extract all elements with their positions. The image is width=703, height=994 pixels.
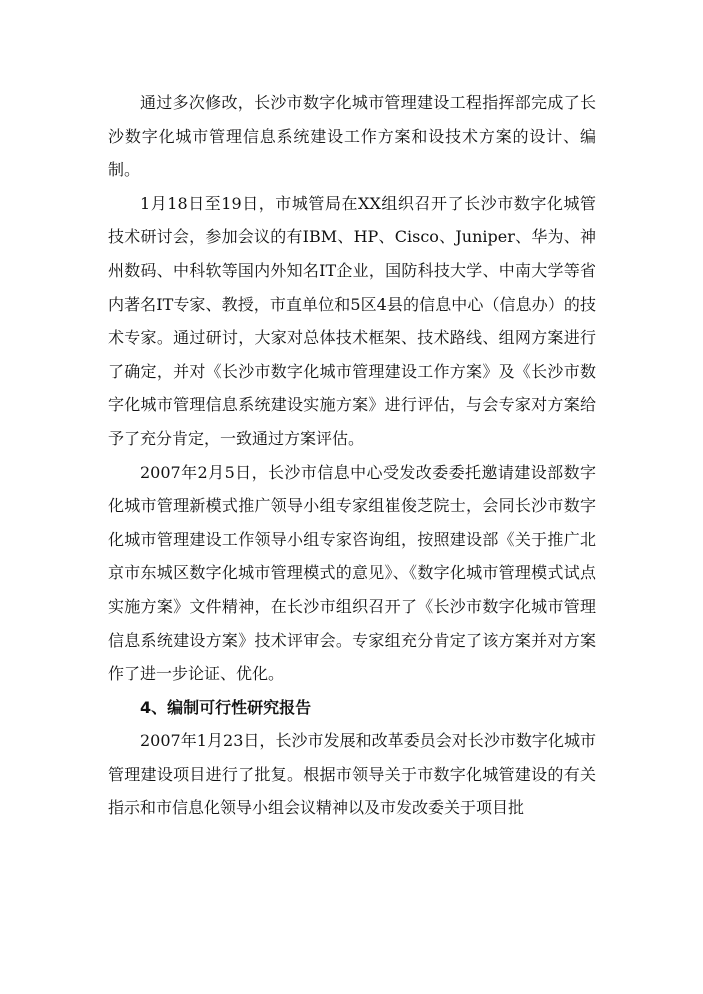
section-heading: 4、编制可行性研究报告 (140, 697, 312, 717)
document-body (108, 86, 596, 825)
paragraph-technical-review: 2007年2月5日，长沙市信息中心受发改委委托邀请建设部数字化城市管理新模式推广领导小组专家组崔俊芝院士，会同长沙市数字化城市管理建设工作领导小组专家咨询组，按照建设部《关于推广北京市东城区数字化城市管理模式的意见》、《数字化城市管理模式试点实施方案》文件精神，在长沙市组织召开了《长沙市数字化城市管理信息系统建设方案》技术评审会。专家组充分肯定了该方案并对方案作了进一步论证、优化。 (108, 462, 596, 684)
paragraph-technical-seminar: 1月18日至19日，市城管局在XX组织召开了长沙市数字化城管技术研讨会，参加会议的有IBM、HP、Cisco、Juniper、华为、神州数码、中科软等国内外知名IT企业，国防科技大学、中南大学等省内著名IT专家、教授，市直单位和5区4县的信息中心（信息办）的技术专家。通过研讨，大家对总体技术框架、技术路线、组网方案进行了确定，并对《长沙市数字化城市管理建设工作方案》及《长沙市数字化城市管理信息系统建设实施方案》进行评估，与会专家对方案给予了充分肯定，一致通过方案评估。 (108, 193, 596, 448)
paragraph-project-approval: 2007年1月23日，长沙市发展和改革委员会对长沙市数字化城市管理建设项目进行了批复。根据市领导关于市数字化城管建设的有关指示和市信息化领导小组会议精神以及市发改委关于项目批 (108, 731, 596, 818)
paragraph-plan-completion: 通过多次修改，长沙市数字化城市管理建设工程指挥部完成了长沙数字化城市管理信息系统建设工作方案和设技术方案的设计、编制。 (108, 93, 596, 180)
